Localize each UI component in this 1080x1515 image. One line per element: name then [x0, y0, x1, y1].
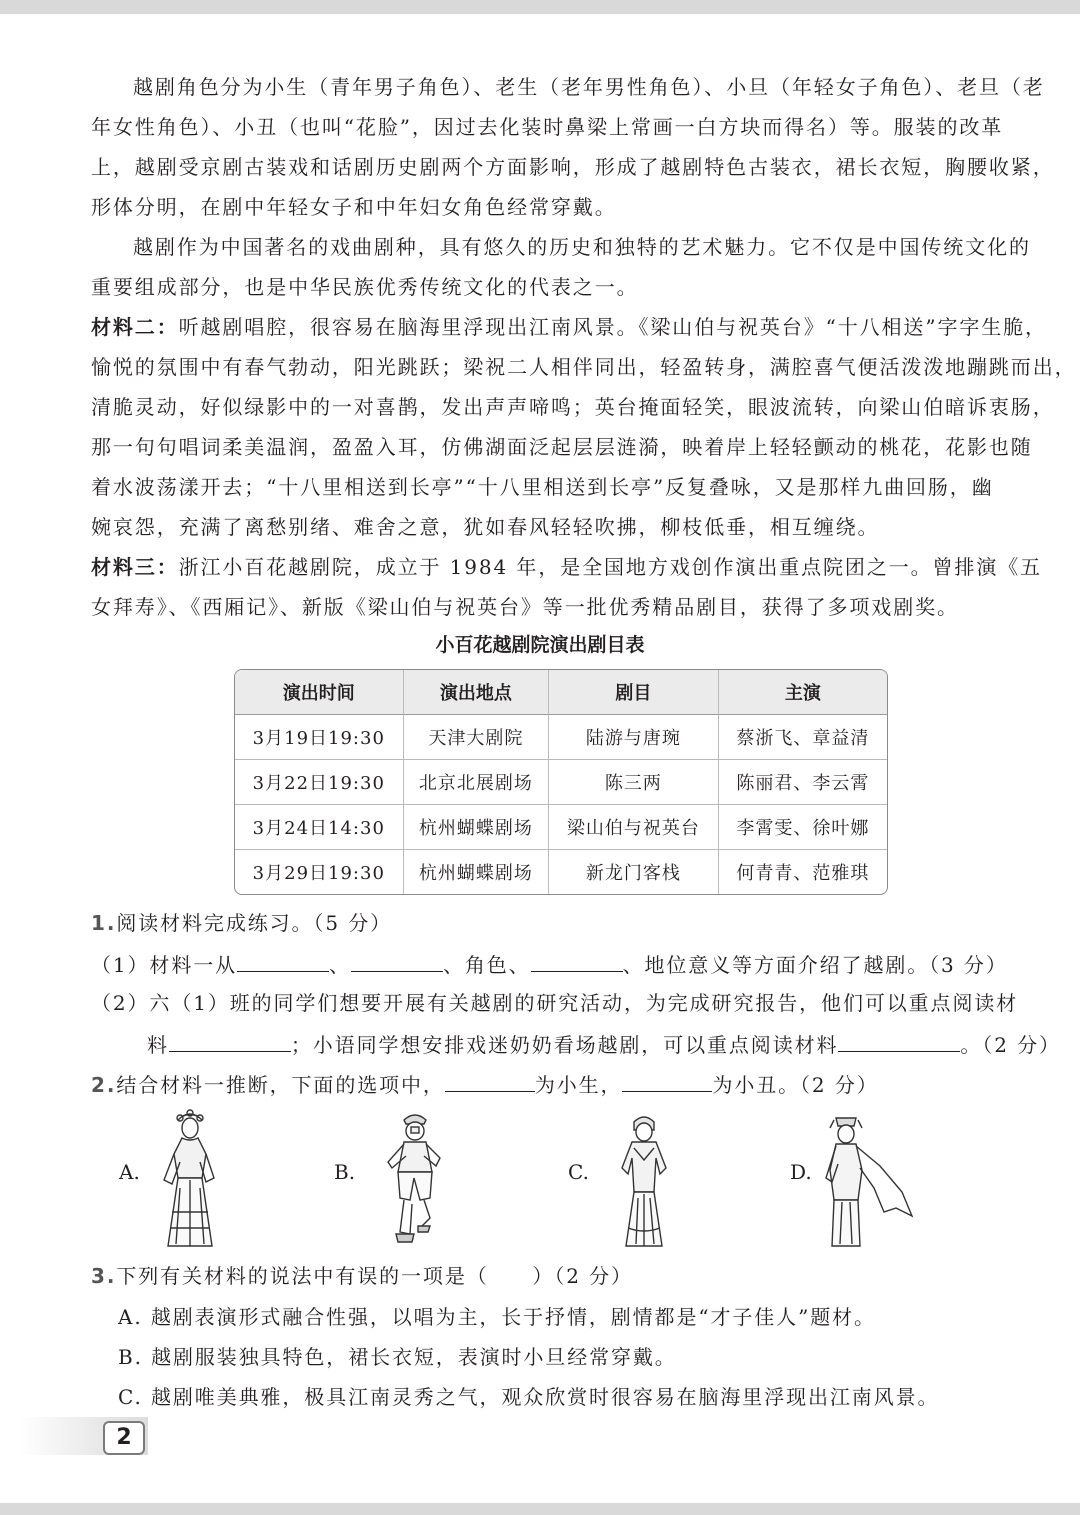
material1-line-2: 年女性角色）、小丑（也叫“花脸”，因过去化装时鼻梁上常画一白方块而得名）等。服装的改革 — [91, 115, 1004, 139]
q3-title-line — [91, 1256, 633, 1296]
option-d-label: D. — [790, 1160, 812, 1184]
cell-time: 3月19日19:30 — [235, 715, 404, 760]
header-time: 演出时间 — [235, 670, 404, 715]
answer-blank[interactable] — [351, 943, 443, 972]
material2-line-3: 清脆灵动，好似绿影中的一对喜鹊，发出声声啼鸣；英台掩面轻笑，眼波流转，向梁山伯暗诉衷肠， — [91, 395, 1055, 419]
material1-line-4: 形体分明，在剧中年轻女子和中年妇女角色经常穿戴。 — [91, 195, 617, 219]
material2-label: 材料二： — [91, 315, 179, 339]
material3-line-2: 女拜寿》、《西厢记》、新版《梁山伯与祝英台》等一批优秀精品剧目，获得了多项戏剧奖。 — [91, 595, 959, 619]
cell-venue: 天津大剧院 — [404, 715, 550, 760]
q2-number: 2. — [91, 1073, 117, 1097]
q1-part2-text-c: ；小语同学想安排戏迷奶奶看场越剧，可以重点阅读材料 — [290, 1033, 839, 1057]
answer-blank[interactable] — [838, 1023, 960, 1052]
q3-option-c: C. 越剧唯美典雅，极具江南灵秀之气，观众欣赏时很容易在脑海里浮现出江南风景。 — [118, 1385, 940, 1409]
header-lead: 主演 — [719, 670, 887, 715]
table-row — [235, 850, 887, 894]
material3-line-1 — [91, 547, 1042, 587]
answer-blank[interactable] — [531, 943, 623, 972]
q1-part2-text-b: 料 — [147, 1033, 169, 1057]
answer-blank[interactable] — [622, 1063, 712, 1092]
q1-part2-text-d: 。（2 分） — [960, 1033, 1061, 1057]
cell-play: 陆游与唐琬 — [549, 715, 719, 760]
cell-lead: 陈丽君、李云霄 — [719, 760, 887, 805]
material1-line-3: 上，越剧受京剧古装戏和话剧历史剧两个方面影响，形成了越剧特色古装衣，裙长衣短，胸腰收紧， — [91, 155, 1055, 179]
answer-blank[interactable] — [237, 943, 329, 972]
q1-part1-text-a: （1）材料一从 — [91, 953, 238, 977]
q1-title: 阅读材料完成练习。（5 分） — [116, 911, 393, 935]
xiaochou-figure-icon — [380, 1108, 450, 1250]
answer-blank[interactable] — [169, 1023, 291, 1052]
cell-venue: 杭州蝴蝶剧场 — [404, 850, 550, 894]
q1-part1-text-c: 、地位意义等方面介绍了越剧。（3 分） — [622, 953, 1008, 977]
q1-part1-sep: 、 — [329, 953, 351, 977]
table-title: 小百花越剧院演出剧目表 — [435, 634, 645, 656]
q2-text-c: 为小丑。（2 分） — [712, 1073, 879, 1097]
option-b-label: B. — [334, 1160, 356, 1184]
material2-line-6: 婉哀怨，充满了离愁别绪、难舍之意，犹如春风轻轻吹拂，柳枝低垂，相互缠绕。 — [91, 515, 880, 539]
option-c-label: C. — [568, 1160, 589, 1184]
answer-blank[interactable] — [445, 1063, 535, 1092]
material2-line-1 — [91, 307, 1047, 347]
cell-play: 梁山伯与祝英台 — [549, 805, 719, 850]
q1-part2-line2 — [147, 1023, 1061, 1065]
q1-title-line — [91, 903, 392, 943]
material3-text: 浙江小百花越剧院，成立于 1984 年，是全国地方戏创作演出重点院团之一。曾排演《五 — [178, 555, 1043, 579]
q1-part1-line — [91, 943, 1008, 985]
xiaodan-figure-icon — [150, 1108, 230, 1250]
cell-venue: 北京北展剧场 — [404, 760, 550, 805]
material1-line-1: 越剧角色分为小生（青年男子角色）、老生（老年男性角色）、小旦（年轻女子角色）、老旦（老 — [133, 75, 1045, 99]
q3-option-a: A. 越剧表演形式融合性强，以唱为主，长于抒情，剧情都是“才子佳人”题材。 — [118, 1305, 876, 1329]
laodan-figure-icon — [608, 1108, 680, 1250]
table-row — [235, 715, 887, 760]
material2-line-5: 着水波荡漾开去；“十八里相送到长亭”“十八里相送到长亭”反复叠咏，又是那样九曲回肠，幽 — [91, 475, 994, 499]
material2-line-4: 那一句句唱词柔美温润，盈盈入耳，仿佛湖面泛起层层涟漪，映着岸上轻轻颤动的桃花，花影也随 — [91, 435, 1033, 459]
material2-text: 听越剧唱腔，很容易在脑海里浮现出江南风景。《梁山伯与祝英台》“十八相送”字字生脆， — [178, 315, 1047, 339]
q2-text-a: 结合材料一推断，下面的选项中， — [116, 1073, 445, 1097]
q3-option-b: B. 越剧服装独具特色，裙长衣短，表演时小旦经常穿戴。 — [118, 1345, 677, 1369]
cell-lead: 何青青、范雅琪 — [736, 863, 870, 884]
cell-play: 新龙门客栈 — [549, 850, 719, 894]
performance-table — [234, 669, 888, 895]
q3-title: 下列有关材料的说法中有误的一项是（ ）（2 分） — [116, 1264, 633, 1288]
q2-line — [91, 1063, 879, 1105]
option-a-label: A. — [119, 1160, 140, 1184]
xiaosheng-figure-icon — [822, 1108, 918, 1250]
cell-lead: 蔡浙飞、章益清 — [719, 715, 887, 760]
table-row — [235, 760, 887, 805]
header-venue: 演出地点 — [404, 670, 550, 715]
cell-time: 3月22日19:30 — [235, 760, 404, 805]
header-play: 剧目 — [549, 670, 719, 715]
q1-number: 1. — [91, 911, 117, 935]
material3-label: 材料三： — [91, 555, 179, 579]
cell-venue: 杭州蝴蝶剧场 — [404, 805, 550, 850]
cell-lead: 李霄雯、徐叶娜 — [719, 805, 887, 850]
q1-part1-text-b: 、角色、 — [442, 953, 531, 977]
q2-text-b: 为小生， — [534, 1073, 623, 1097]
cell-time: 3月29日19:30 — [235, 850, 404, 894]
table-header-row — [235, 670, 887, 715]
page-number: 2 — [103, 1421, 145, 1455]
bottom-border — [0, 1503, 1080, 1515]
material1-line-5: 越剧作为中国著名的戏曲剧种，具有悠久的历史和独特的艺术魅力。它不仅是中国传统文化的 — [133, 235, 1031, 259]
q3-number: 3. — [91, 1264, 117, 1288]
material1-line-6: 重要组成部分，也是中华民族优秀传统文化的代表之一。 — [91, 275, 639, 299]
material2-line-2: 愉悦的氛围中有春气勃动，阳光跳跃；梁祝二人相伴同出，轻盈转身，满腔喜气便活泼泼地蹦跳而出， — [91, 355, 1077, 379]
cell-play: 陈三两 — [549, 760, 719, 805]
table-row — [235, 805, 887, 850]
q1-part2-line1: （2）六（1）班的同学们想要开展有关越剧的研究活动，为完成研究报告，他们可以重点阅读材 — [91, 991, 1019, 1015]
cell-time: 3月24日14:30 — [235, 805, 404, 850]
